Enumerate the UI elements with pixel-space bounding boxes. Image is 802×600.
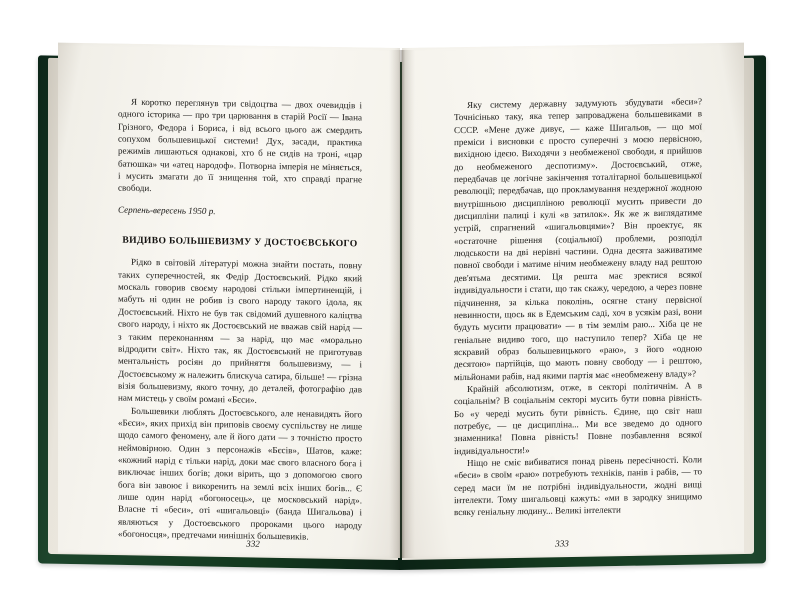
text-column-right	[454, 95, 702, 519]
book-page-left	[58, 43, 400, 558]
page-number-right: 333	[555, 538, 569, 549]
dateline-left: Серпень-вересень 1950 р.	[118, 204, 216, 216]
paragraph-right-2: Крайній абсолютизм, отже, в секторі політичнім. А в соціальнім? В соціальнім секторі мусить бути повна рівність. Бо «у череді мусить бути рівність. Єдине, що світ наш потребує, — це дисципліна... Ми все зведемо до одного знаменника! Повна рівність! Повне позбавлення всякої індивідуальности!»	[454, 380, 702, 456]
page-number-left: 332	[246, 538, 260, 549]
paragraph-right-3: Ніщо не сміє вибиватися понад рівень пересічності. Коли «беси» в своїм «раю» потребують техніків, панів і рабів, — то серед маси їм не потрібні індивідуальности, жодні вищі інтелекти. Тому шигальовці кажуть: «ми в зародку знищимо всяку геніальну людину... Великі інтелекти	[454, 454, 702, 518]
paragraph-left-3: Большевики люблять Достоєвського, але ненавидять його «Бєси», яких прихід він приповів своєму суспільству не лише щодо самого феномену, але й його дати — з точністю просто неймовірною. Один з персонажів «Бєсів», Шатов, каже: «кожний нарід є тільки нарід, доки має свого власного бога і виключає інших богів; доки вірить, що з допомогою свого бога він завоює і викоренить на землі всіх інших богів... Є лише один нарід «богоносець», це московський нарід». Власне ті «беси», оті «шигальовці» (банда Шигальова) і являються у Достоєвського пророками цього народу «богоносця», предтечами нинішніх большевиків.	[118, 405, 362, 542]
paragraph-left-2: Рідко в світовій літературі можна знайти постать, повну таких суперечностей, як Федір Достоєвський. Рідко який москаль говорив своєму народові стільки імпертиненцій, і мабуть ні один не робив із свого народу такого ідола, як Достоєвський. Ніхто не був так свідомий душевного каліцтва свого народу, і ніхто як Достоєвський не вважав свій нарід — з таким переконанням — за нарід, що має «морально відродити світ». Ніхто так, як Достоєвський не приготував ментальність росіян до прийняття большевизму, — і Достоєвському ж належить блискуча сатира, більше! — грізна візія большевизму, якого точну, до деталей, фотографію дав нам мистець у своїм романі «Бєси».	[118, 257, 362, 405]
book-page-right	[402, 43, 744, 558]
paragraph-left-1: Я коротко переглянув три свідоцтва — двох очевидців і одного історика — про три царювання в старій Росії — Івана Грізного, Федора і Бориса, і від всього цього аж смердить сопухом большевицької системи! Дух, засади, практика режимів лишаються однакові, хто б не сидів на троні, «цар батюшка» чи «атец народоф». Потворна імперія не міняється, і мусить змагати до її знищення той, хто справді прагне свободи.	[118, 96, 362, 194]
section-heading: ВИДИВО БОЛЬШЕВИЗМУ У ДОСТОЄВСЬКОГО	[122, 234, 358, 250]
text-column-left	[118, 96, 362, 544]
paragraph-right-1: Яку систему державну задумують збудувати «беси»? Точнісінько таку, яка тепер запроваджена большевиками в СССР. «Мене дуже дивує, — каже Шигальов, — що мої преміси і висновки є просто суперечні з моєю первісною, вихідною ідеєю. Виходячи з необмеженої свободи, я прийшов до необмеженого деспотизму». Достоєвський, отже, передбачав це логічне закінчення тоталітарної большевицької революції; передбачав, що прокламування нездержної жодною внутрішньою дисципліною революції мусить привести до дисципліни палиці і кулі «в затилок». Як же ж виглядатиме устрій, спрагнений «шигальовцями»? Він проектує, як «остаточне рішення (соціальної) проблеми, розподіл людськости на дві нерівні частини. Одна десята заживатиме повної свободи і матиме нічим необмежену владу над рештою дев'ятьма десятими. Ця решта має зректися всякої індивідуальности і стати, що так скажу, чередою, а через повне підчинення, за кілька поколінь, осягне стану первісної невинности, щось як в Едемським саді, хоч в усякім разі, вони будуть мусити працювати» — в тім землім раю... Хіба це не геніальне видиво того, що наступило тепер? Хіба це не яскравий образ большевицького «раю», з його «одною десятою» партійців, що мають повну свободу — і рештою, мільйонами рабів, над якими партія має «необмежену владу»?	[454, 96, 702, 382]
